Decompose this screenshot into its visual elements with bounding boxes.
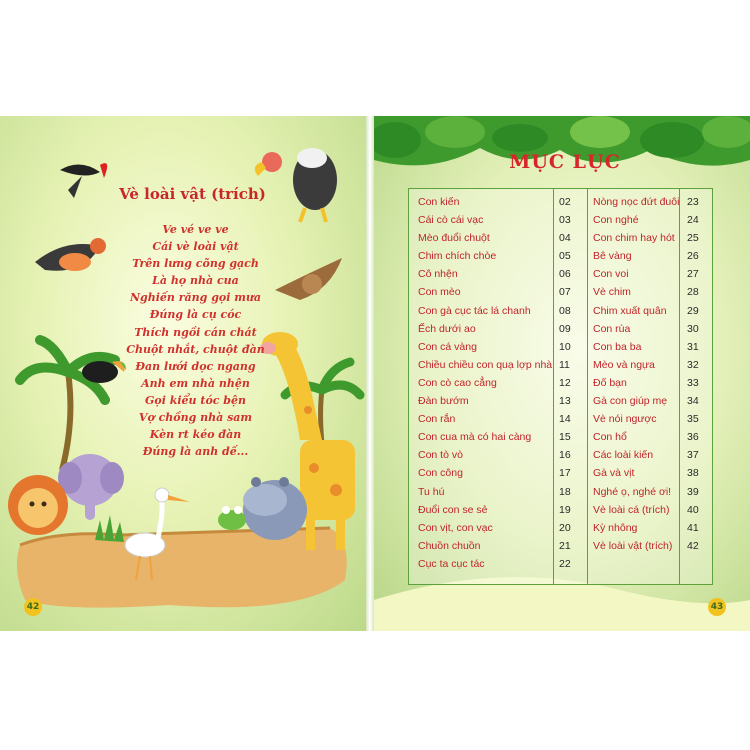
column-divider (553, 189, 554, 584)
poem-line: Anh em nhà nhện (141, 376, 250, 390)
poem-line: Thích ngồi cán chát (134, 325, 257, 339)
column-divider (587, 189, 588, 584)
toc-entry-page: 26 (687, 250, 699, 263)
toc-entry-title: Các loài kiến (593, 449, 654, 462)
toc-entry-page: 39 (687, 485, 699, 498)
toc-entry-title: Chiều chiều con quạ lợp nhà (418, 358, 553, 371)
toc-entry-title: Chuồn chuồn (418, 539, 481, 552)
robin-bird-icon (35, 238, 106, 271)
toc-entry-page: 37 (687, 449, 699, 462)
toc-entry-page: 10 (559, 340, 571, 353)
toc-entry-page: 08 (559, 304, 571, 317)
toc-entry-page: 22 (559, 557, 571, 570)
toc-right-pages (687, 193, 699, 555)
toc-entry-page: 05 (559, 250, 571, 263)
toc-entry-title: Con rắn (418, 413, 456, 426)
poem-line: Trên lưng cõng gạch (132, 257, 259, 271)
toc-entry-page: 38 (687, 467, 699, 480)
elephant-icon (58, 454, 124, 520)
left-page (0, 116, 366, 631)
toc-entry-page: 16 (559, 449, 571, 462)
poem-line: Vợ chồng nhà sam (138, 411, 253, 425)
toc-entry-page: 04 (559, 232, 571, 245)
toc-entry-title: Bê vàng (593, 250, 632, 263)
toc-entry-page: 30 (687, 322, 699, 335)
toc-entry-title: Con công (418, 467, 463, 480)
toc-entry-page: 32 (687, 358, 699, 371)
toc-entry-title: Ếch dưới ao (418, 322, 476, 335)
toc-entry-page: 15 (559, 431, 571, 444)
toc-entry-page: 23 (687, 196, 699, 208)
toc-entry-title: Con cò cao cẳng (418, 376, 497, 389)
poem-line: Đan lưới dọc ngang (135, 359, 256, 373)
toc-entry-page: 33 (687, 376, 699, 389)
toc-entry-page: 06 (559, 268, 571, 281)
frog-icon (218, 506, 246, 530)
toc-entry-title: Con ba ba (593, 340, 642, 353)
toc-entry-title: Con rùa (593, 322, 631, 335)
toc-entry-title: Cô nhện (418, 268, 458, 281)
toc-entry-page: 31 (687, 340, 699, 353)
toc-entry-title: Đuổi con se sẻ (418, 503, 488, 516)
sparrow-icon (275, 258, 342, 300)
toc-entry-title: Vè loài vật (trích) (593, 539, 673, 552)
toc-entry-title: Con kiến (418, 196, 460, 208)
toc-entry-title: Nghé ọ, nghé ơi! (593, 485, 672, 498)
toc-entry-title: Con cá vàng (418, 340, 477, 353)
poem-line: Chuột nhắt, chuột đàn (126, 342, 265, 356)
poem-line: Gọi kiểu tóc bện (145, 393, 246, 407)
toc-entry-page: 03 (559, 214, 571, 227)
toc-entry-page: 20 (559, 521, 571, 534)
poem-line: Ve vé ve ve (162, 223, 229, 236)
toc-entry-title: Con mèo (418, 286, 461, 299)
toc-entry-title: Kỳ nhông (593, 521, 638, 534)
toc-entry-page: 34 (687, 395, 699, 408)
toc-entry-title: Mèo đuổi chuột (418, 232, 490, 245)
toc-entry-title: Gà và vịt (593, 467, 635, 480)
poem-title: Vè loài vật (trích) (119, 185, 266, 203)
poem-line: Nghiến răng gọi mưa (130, 291, 261, 305)
toc-entry-page: 28 (687, 286, 699, 299)
toc-entry-page: 18 (559, 485, 571, 498)
toc-entry-title: Chim chích chòe (418, 250, 497, 263)
toc-entry-page: 02 (559, 196, 571, 208)
lion-icon (8, 475, 68, 535)
toc-entry-page: 25 (687, 232, 699, 245)
poem-line: Đúng là cụ cóc (149, 308, 242, 322)
toc-entry-title: Con nghé (593, 214, 639, 227)
palm-leaf-icon (425, 116, 485, 148)
toc-entry-title: Đố bạn (593, 376, 627, 389)
page-number-right: 43 (708, 598, 726, 616)
toc-entry-page: 40 (687, 503, 699, 516)
toc-entry-page: 42 (687, 539, 699, 552)
ground-icon (17, 528, 347, 608)
toc-entry-title: Con voi (593, 268, 629, 281)
poem-line: Là họ nhà cua (152, 274, 239, 288)
toc-entry-page: 14 (559, 413, 571, 426)
toc-entry-title: Cái cò cái vạc (418, 214, 484, 227)
poem (108, 221, 283, 460)
toc-entry-title: Con tò vò (418, 449, 463, 462)
toc-left-pages (559, 193, 571, 573)
toc-entry-title: Con cua mà có hai càng (418, 431, 532, 444)
table-of-contents (408, 188, 713, 585)
toc-entry-page: 41 (687, 521, 699, 534)
toc-entry-page: 11 (559, 358, 570, 371)
toc-entry-title: Con chim hay hót (593, 232, 675, 245)
toc-entry-page: 21 (559, 539, 571, 552)
toc-entry-title: Vè chim (593, 286, 631, 299)
toc-entry-page: 35 (687, 413, 699, 426)
poem-line: Kèn rt kéo đàn (149, 428, 242, 442)
toc-entry-title: Chim xuất quân (593, 304, 667, 317)
toc-entry-title: Đàn bướm (418, 395, 469, 408)
toc-entry-page: 24 (687, 214, 699, 227)
toc-entry-title: Con hổ (593, 431, 627, 444)
book-gutter (366, 116, 374, 631)
toc-left-titles (418, 193, 552, 573)
toc-entry-title: Nòng nọc đứt đuôi (593, 196, 680, 208)
toc-entry-title: Tu hú (418, 485, 445, 498)
toc-entry-page: 09 (559, 322, 571, 335)
toc-entry-page: 27 (687, 268, 699, 281)
toc-entry-page: 19 (559, 503, 571, 516)
toc-entry-title: Mèo và ngựa (593, 358, 655, 371)
toc-entry-page: 13 (559, 395, 571, 408)
hippo-icon (243, 477, 307, 540)
monstera-leaf-icon (640, 122, 704, 158)
toc-entry-title: Con vịt, con vạc (418, 521, 493, 534)
toc-entry-page: 12 (559, 376, 571, 389)
toc-right-titles (593, 193, 679, 555)
toc-entry-page: 07 (559, 286, 571, 299)
toc-entry-title: Vè loài cá (trích) (593, 503, 670, 516)
toc-entry-title: Con gà cục tác lá chanh (418, 304, 531, 317)
toc-title: MỤC LỤC (509, 151, 621, 173)
toc-entry-page: 17 (559, 467, 571, 480)
swallow-bird-icon (60, 163, 107, 198)
toc-entry-title: Vè nói ngược (593, 413, 657, 426)
toc-entry-page: 29 (687, 304, 699, 317)
poem-line: Đúng là anh dế... (142, 445, 249, 459)
toc-entry-title: Cục ta cục tác (418, 557, 485, 570)
toc-entry-page: 36 (687, 431, 699, 444)
poem-line: Cái vè loài vật (152, 240, 239, 254)
toc-entry-title: Gà con giúp mẹ (593, 395, 668, 408)
page-number-left: 42 (24, 598, 42, 616)
